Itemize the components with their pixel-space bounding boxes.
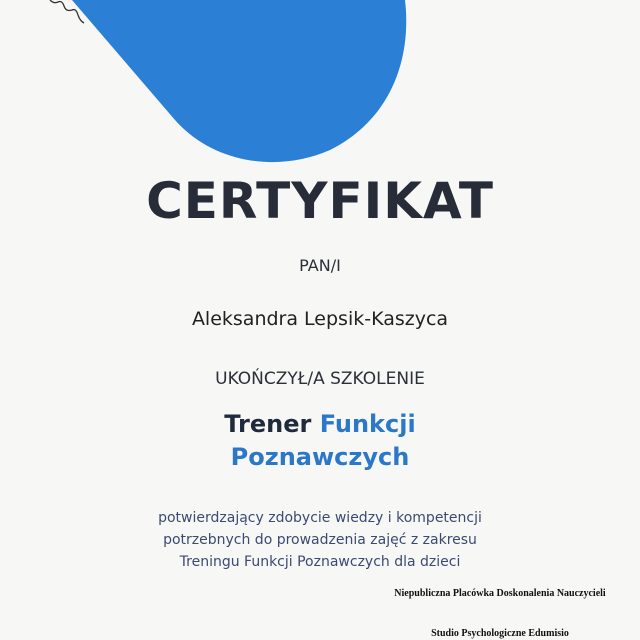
stamp-line1: Niepubliczna Placówka Doskonalenia Nauczycieli <box>394 588 606 599</box>
decorative-blue-shape <box>0 0 640 180</box>
salutation: PAN/I <box>299 256 341 275</box>
description-line: potrzebnych do prowadzenia zajęć z zakresu <box>163 532 477 548</box>
description-line: potwierdzający zdobycie wiedzy i kompetencji <box>158 510 482 526</box>
certificate-title: CERTYFIKAT <box>146 172 494 230</box>
stamp-line2: Studio Psychologiczne Edumisio <box>431 628 569 639</box>
description-line: Treningu Funkcji Poznawczych dla dzieci <box>179 554 461 570</box>
completed-label: UKOŃCZYŁ/A SZKOLENIE <box>215 369 425 389</box>
course-word2: Funkcji <box>319 410 416 438</box>
course-word1: Trener <box>224 410 312 438</box>
recipient-name: Aleksandra Lepsik-Kaszyca <box>191 308 449 330</box>
course-title-line2: Poznawczych <box>230 443 410 471</box>
course-title-line1 <box>0 410 640 438</box>
